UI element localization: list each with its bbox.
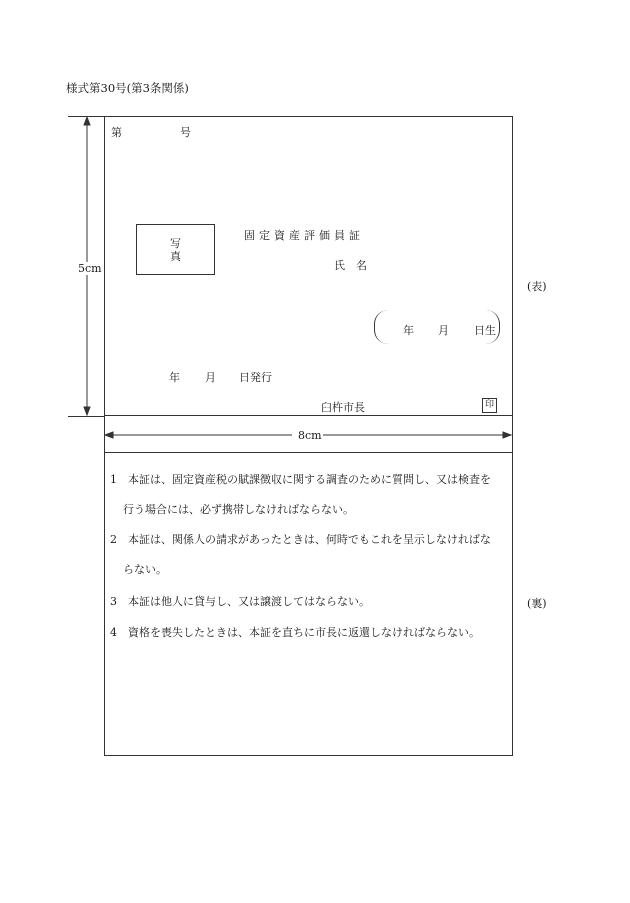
- width-arrow-right: [503, 432, 511, 438]
- clause-1-line-2: 行う場合には、必ず携帯しなければならない。: [123, 503, 354, 516]
- clause-1: [110, 471, 510, 487]
- clause-4-number: 4: [110, 626, 117, 639]
- issuer: 臼杵市長: [321, 401, 365, 414]
- issue-month: 月: [205, 371, 216, 384]
- clause-2-line-2: らない。: [123, 563, 167, 576]
- issue-year: 年: [169, 371, 180, 384]
- clause-4: [110, 624, 510, 640]
- clause-2-line-1: 本証は、関係人の請求があったときは、何時でもこれを呈示しなければな: [128, 533, 491, 546]
- birth-year: 年: [403, 324, 414, 337]
- clause-3-number: 3: [110, 595, 117, 608]
- number-prefix: 第: [111, 126, 122, 139]
- clause-1-number: 1: [110, 473, 117, 486]
- height-label: 5cm: [78, 262, 102, 275]
- name-label: 氏 名: [334, 259, 367, 272]
- clause-3: [110, 593, 510, 609]
- photo-label-1: 写: [170, 237, 181, 250]
- clause-4-line-1: 資格を喪失したときは、本証を直ちに市長に返還しなければならない。: [128, 626, 480, 639]
- clause-1-line-1: 本証は、固定資産税の賦課徴収に関する調査のために質問し、又は検査を: [128, 473, 491, 486]
- clause-3-line-1: 本証は他人に貸与し、又は譲渡してはならない。: [128, 595, 370, 608]
- certificate-title: 固定資産評価員証: [244, 229, 364, 242]
- photo-label-2: 真: [170, 250, 181, 263]
- clause-2: [110, 531, 510, 547]
- birth-day: 日生: [474, 324, 496, 337]
- birth-month: 月: [438, 324, 449, 337]
- height-arrow-up: [84, 117, 90, 125]
- height-arrow-down: [84, 407, 90, 415]
- back-side-label: (裏): [527, 597, 547, 610]
- issue-day: 日発行: [239, 371, 272, 384]
- width-arrow-left: [105, 432, 113, 438]
- width-label: 8cm: [298, 429, 322, 442]
- front-side-label: (表): [527, 280, 547, 293]
- seal-text: 印: [484, 400, 494, 410]
- clause-2-number: 2: [110, 533, 117, 546]
- number-suffix: 号: [180, 126, 191, 139]
- form-title: 様式第30号(第3条関係): [66, 81, 189, 95]
